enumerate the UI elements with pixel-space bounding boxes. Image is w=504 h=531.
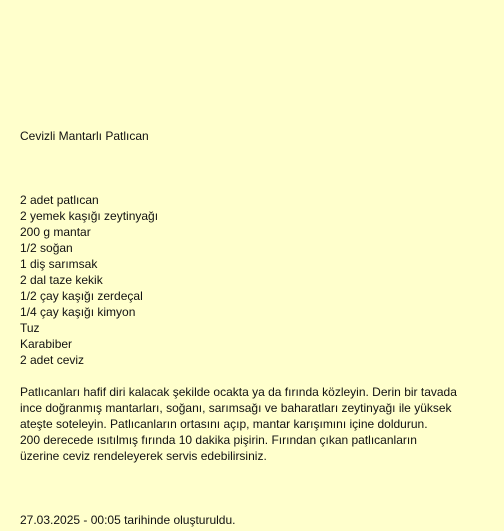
ingredient-item: 1/2 soğan xyxy=(20,241,73,255)
instructions-line: ince doğranmış mantarları, soğanı, sarımsağı ve baharatları zeytinyağı ile yüksek xyxy=(20,401,452,415)
instructions-line: üzerine ceviz rendeleyerek servis edebilirsiniz. xyxy=(20,449,267,463)
created-timestamp: 27.03.2025 - 00:05 tarihinde oluşturuldu. xyxy=(20,513,236,527)
ingredient-item: 1 diş sarımsak xyxy=(20,257,98,271)
ingredient-list xyxy=(20,192,158,368)
instructions-line: Patlıcanları hafif diri kalacak şekilde ocakta ya da fırında közleyin. Derin bir tavada xyxy=(20,385,457,399)
ingredient-item: Tuz xyxy=(20,321,40,335)
ingredient-item: 200 g mantar xyxy=(20,225,91,239)
ingredient-item: 1/2 çay kaşığı zerdeçal xyxy=(20,289,143,303)
ingredient-item: 2 adet patlıcan xyxy=(20,193,99,207)
ingredient-item: 2 adet ceviz xyxy=(20,353,85,367)
ingredient-item: 2 yemek kaşığı zeytinyağı xyxy=(20,209,159,223)
ingredient-item: 1/4 çay kaşığı kimyon xyxy=(20,305,136,319)
instructions-line: 200 derecede ısıtılmış fırında 10 dakika pişirin. Fırından çıkan patlıcanların xyxy=(20,433,417,447)
instructions-paragraph xyxy=(20,384,486,464)
ingredient-item: 2 dal taze kekik xyxy=(20,273,103,287)
ingredient-item: Karabiber xyxy=(20,337,73,351)
recipe-title: Cevizli Mantarlı Patlıcan xyxy=(20,129,149,143)
instructions-line: ateşte soteleyin. Patlıcanların ortasını açıp, mantar karışımını içine doldurun. xyxy=(20,417,428,431)
